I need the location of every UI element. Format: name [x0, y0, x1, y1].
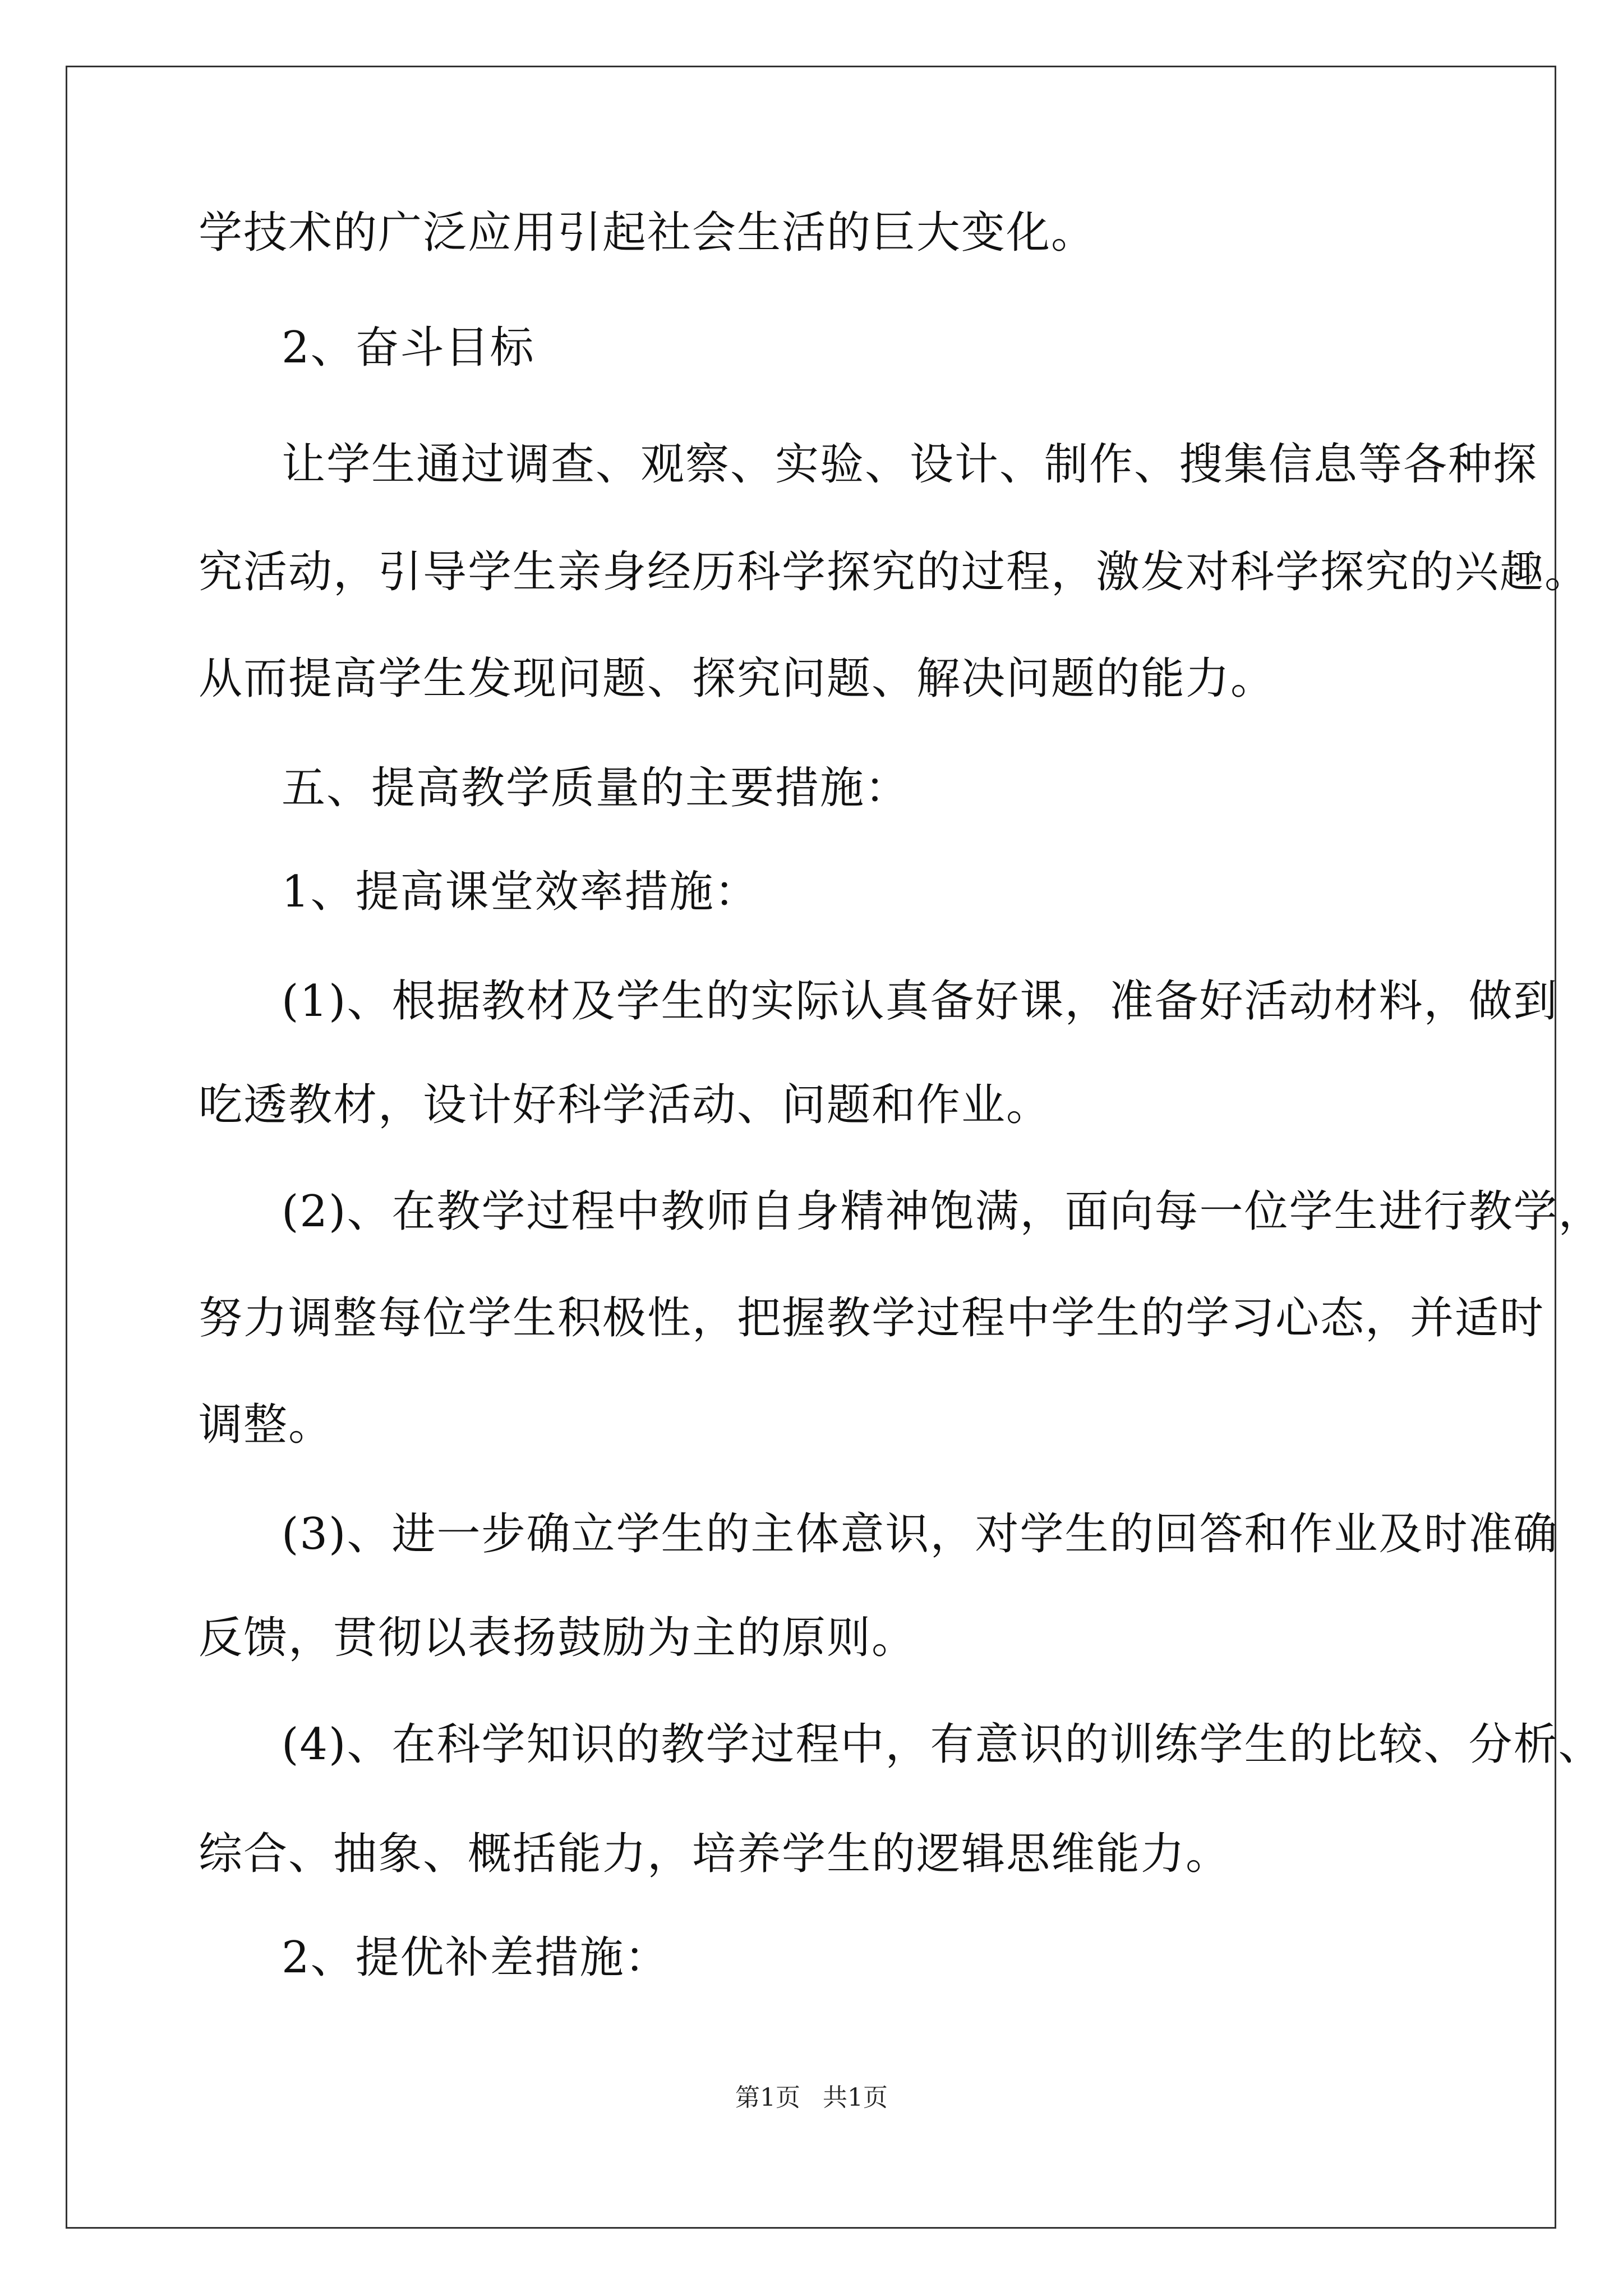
section-heading: 2、提优补差措施：	[282, 1932, 670, 1983]
page-total: 共1页	[823, 2083, 888, 2112]
paragraph-line: (4)、在科学知识的教学过程中，有意识的训练学生的比较、分析、	[282, 1719, 1603, 1770]
page-number: 第1页	[735, 2083, 800, 2112]
page-footer	[0, 2081, 1623, 2115]
paragraph-line: 从而提高学生发现问题、探究问题、解决问题的能力。	[199, 654, 1276, 704]
paragraph-line: 吃透教材，设计好科学活动、问题和作业。	[199, 1080, 1052, 1130]
paragraph-line: 综合、抽象、概括能力，培养学生的逻辑思维能力。	[199, 1829, 1231, 1879]
paragraph-line: 让学生通过调查、观察、实验、设计、制作、搜集信息等各种探	[282, 439, 1538, 490]
section-heading: 2、奋斗目标	[282, 323, 535, 373]
paragraph-line: 反馈，贯彻以表扬鼓励为主的原则。	[199, 1613, 917, 1663]
paragraph-line: (3)、进一步确立学生的主体意识，对学生的回答和作业及时准确	[282, 1509, 1559, 1559]
page-border	[66, 66, 1556, 2229]
section-heading: 1、提高课堂效率措施：	[282, 867, 759, 917]
paragraph-line: (2)、在教学过程中教师自身精神饱满，面向每一位学生进行教学，	[282, 1186, 1603, 1237]
paragraph-line: 调整。	[199, 1400, 334, 1450]
paragraph-line: 努力调整每位学生积极性，把握教学过程中学生的学习心态，并适时	[199, 1293, 1545, 1343]
paragraph-line: 究活动，引导学生亲身经历科学探究的过程，激发对科学探究的兴趣。	[199, 547, 1590, 597]
paragraph-line: (1)、根据教材及学生的实际认真备好课，准备好活动材料，做到	[282, 976, 1559, 1027]
section-heading: 五、提高教学质量的主要措施：	[282, 763, 910, 813]
paragraph-line: 学技术的广泛应用引起社会生活的巨大变化。	[199, 208, 1096, 258]
